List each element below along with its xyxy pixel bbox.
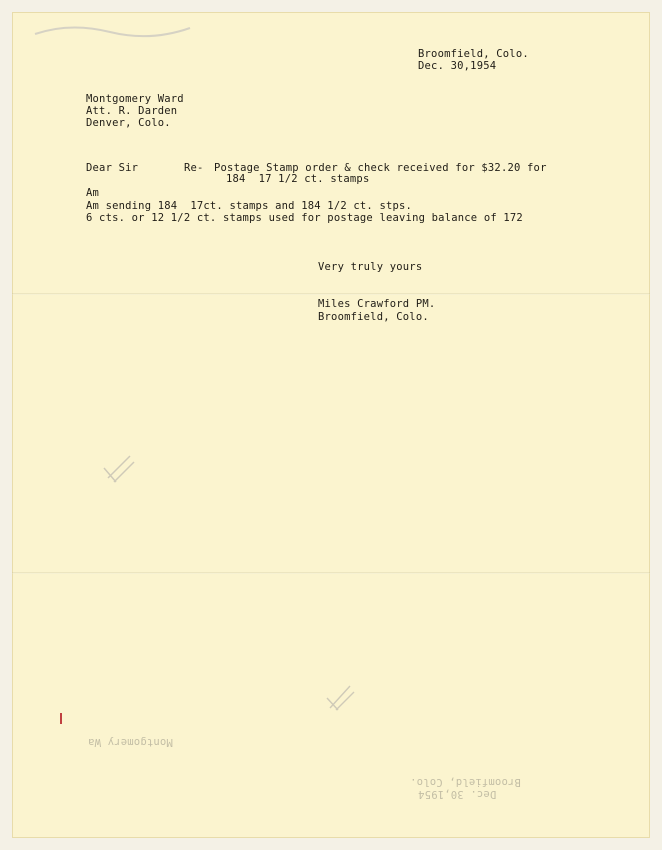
re-subject-line-continued: 184 17 1/2 ct. stamps	[226, 173, 370, 185]
red-ink-mark	[59, 712, 65, 726]
faded-pencil-notation	[30, 14, 220, 42]
salutation: Dear Sir	[86, 162, 139, 174]
letter-date: Dec. 30,1954	[418, 60, 497, 72]
fold-line-lower	[12, 572, 650, 574]
body-line-3: 6 cts. or 12 1/2 ct. stamps used for postage leaving balance of 172	[86, 212, 523, 224]
offset-impression-date: Dec. 30,1954	[418, 788, 497, 800]
letter-sheet	[12, 12, 650, 838]
recipient-attention: Att. R. Darden	[86, 105, 178, 117]
sender-place: Broomfield, Colo.	[418, 48, 529, 60]
pencil-tally-mark-lower	[324, 680, 358, 716]
offset-impression-place: Broomfield, Colo.	[410, 776, 521, 788]
re-subject-line: Postage Stamp order & check received for $32.20 for	[214, 162, 547, 174]
signature-name: Miles Crawford PM.	[318, 298, 436, 310]
re-label: Re-	[184, 162, 204, 174]
recipient-city: Denver, Colo.	[86, 117, 171, 129]
pencil-tally-mark	[100, 448, 142, 488]
body-line-1: Am	[86, 187, 100, 199]
signature-place: Broomfield, Colo.	[318, 311, 429, 323]
fold-line-upper	[12, 293, 650, 295]
recipient-name: Montgomery Ward	[86, 93, 184, 105]
closing: Very truly yours	[318, 261, 423, 273]
body-line-2: Am sending 184 17ct. stamps and 184 1/2 ct. stps.	[86, 200, 413, 212]
offset-impression-name: Montgomery Wa	[88, 736, 173, 748]
